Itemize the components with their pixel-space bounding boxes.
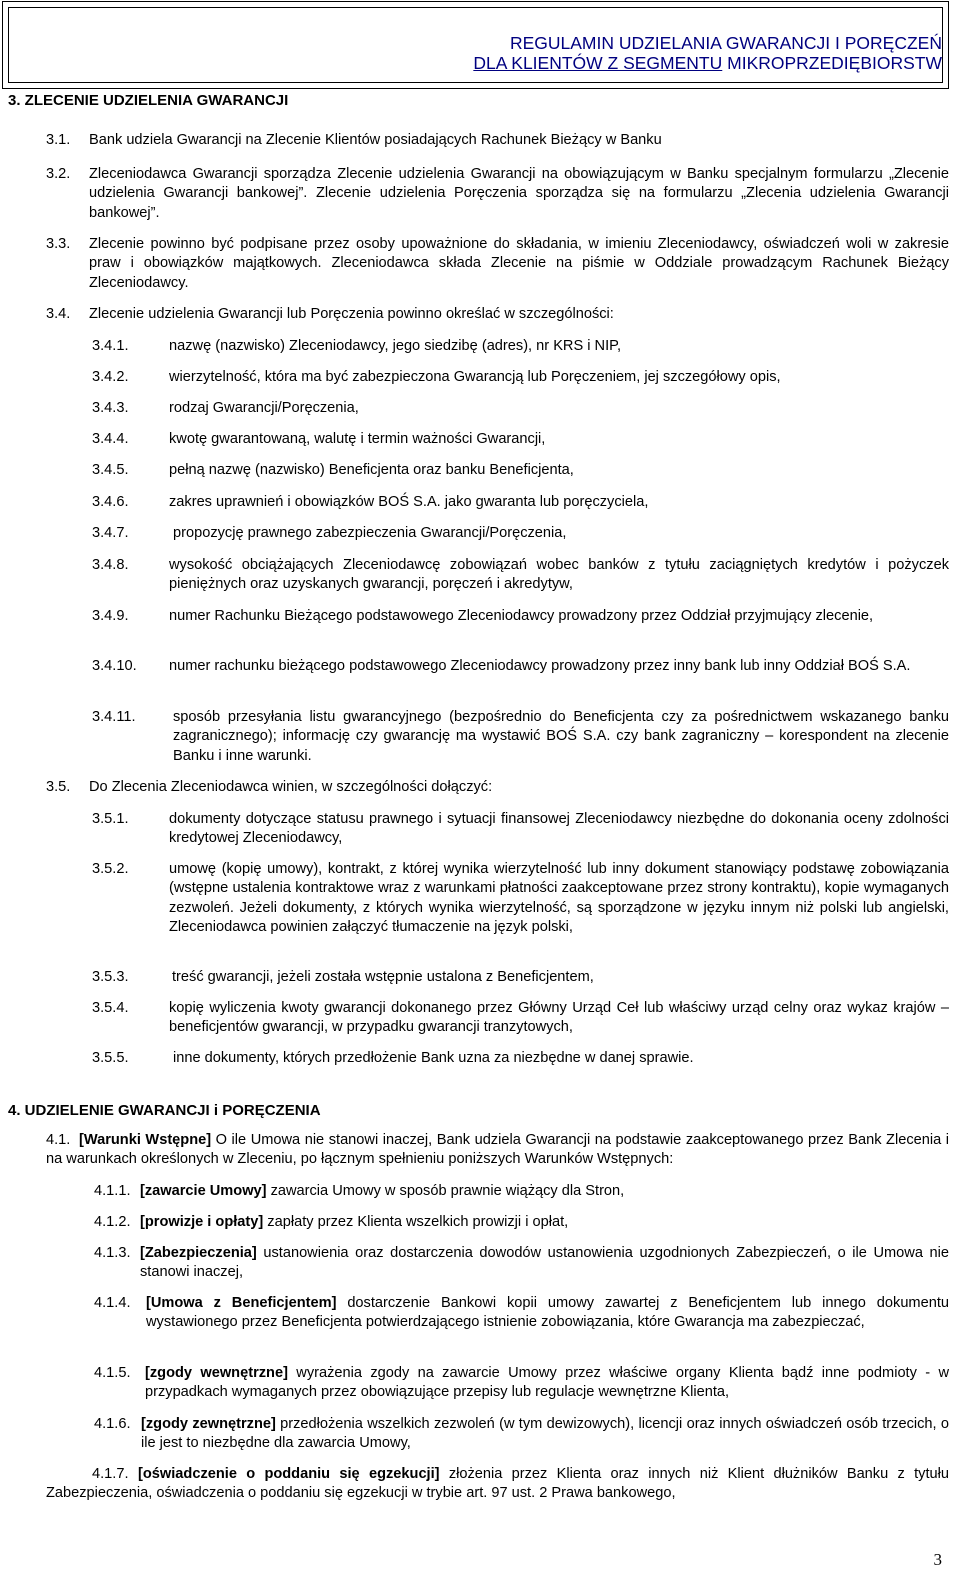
- item-num: 4.1.3.: [94, 1245, 131, 1261]
- item-text: dokumenty dotyczące statusu prawnego i sytuacji finansowej Zleceniodawcy niezbędne do dokonania oceny zdolności kredytowej Zleceniodawcy,: [169, 811, 949, 847]
- item-num: 3.4.11.: [92, 709, 136, 725]
- item-num: 4.1.2.: [94, 1214, 131, 1230]
- item-text: treść gwarancji, jeżeli została wstępnie ustalona z Beneficjentem,: [172, 969, 594, 985]
- item-bold-label: [Umowa z Beneficjentem]: [146, 1295, 337, 1311]
- item-num: 3.5.1.: [92, 811, 129, 827]
- item-bold-label: [zgody zewnętrzne]: [141, 1416, 276, 1432]
- item-text: kopię wyliczenia kwoty gwarancji dokonanego przez Główny Urząd Ceł lub właściwy urząd celny oraz wykaz krajów – beneficjentów gwarancji, w przypadku gwarancji tranzytowych,: [169, 1000, 949, 1036]
- item-num: 3.4.8.: [92, 557, 129, 573]
- item-text: numer rachunku bieżącego podstawowego Zleceniodawcy prowadzony przez inny bank lub inny Oddział BOŚ S.A.: [169, 658, 911, 674]
- item-body: ustanowienia oraz dostarczenia dowodów ustanowienia uzgodnionych Zabezpieczeń, o ile Umowa nie stanowi inaczej,: [140, 1245, 949, 1281]
- item-num: 3.4.6.: [92, 494, 129, 510]
- item-text: [46, 1465, 949, 1504]
- item-bold-label: [Zabezpieczenia]: [140, 1245, 257, 1261]
- item-text: zakres uprawnień i obowiązków BOŚ S.A. jako gwaranta lub poręczyciela,: [169, 494, 649, 510]
- para-text: [46, 1131, 949, 1170]
- item-num: 3.5.5.: [92, 1050, 129, 1066]
- item-body: zapłaty przez Klienta wszelkich prowizji i opłat,: [263, 1214, 569, 1230]
- item-text: [141, 1415, 949, 1454]
- para-num: 3.2.: [46, 166, 71, 182]
- para-num: 3.5.: [46, 779, 71, 795]
- item-text: [140, 1244, 949, 1283]
- item-text: pełną nazwę (nazwisko) Beneficjenta oraz banku Beneficjenta,: [169, 462, 574, 478]
- item-num: 3.4.10.: [92, 658, 137, 674]
- item-text: [140, 1182, 949, 1201]
- item-text: [145, 1364, 949, 1403]
- item-bold-label: [zgody wewnętrzne]: [145, 1365, 288, 1381]
- para-num: 3.1.: [46, 132, 71, 148]
- item-body: dostarczenie Bankowi kopii umowy zawartej z Beneficjentem lub innego dokumentu wystawionego przez Beneficjenta potwierdzającego istnienie zobowiązania, które Gwarancja ma zabezpieczać,: [146, 1295, 949, 1331]
- item-num: 3.5.4.: [92, 1000, 129, 1016]
- para-text: Bank udziela Gwarancji na Zlecenie Klientów posiadających Rachunek Bieżący w Banku: [89, 132, 662, 148]
- para-bold-label: [Warunki Wstępne]: [79, 1132, 212, 1148]
- para-text: Zlecenie udzielenia Gwarancji lub Poręczenia powinno określać w szczególności:: [89, 306, 614, 322]
- item-body: zawarcia Umowy w sposób prawnie wiążący dla Stron,: [266, 1183, 625, 1199]
- item-text: rodzaj Gwarancji/Poręczenia,: [169, 400, 359, 416]
- item-text: kwotę gwarantowaną, walutę i termin ważności Gwarancji,: [169, 431, 546, 447]
- para-num: 4.1.: [46, 1132, 71, 1148]
- item-bold-label: [oświadczenie o poddaniu się egzekucji]: [138, 1466, 440, 1482]
- para-num: 3.3.: [46, 236, 71, 252]
- item-num: 4.1.1.: [94, 1183, 131, 1199]
- item-num: 3.5.2.: [92, 861, 129, 877]
- para-text: Zlecenie powinno być podpisane przez osoby upoważnione do składania, w imieniu Zleceniodawcy, oświadczeń woli w zakresie praw i obowiązków majątkowych. Zleceniodawca składa Zlecenie na piśmie w Oddziale prowadzącym Rachunek Bieżący Zleceniodawcy.: [89, 236, 949, 291]
- item-num: 3.4.2.: [92, 369, 129, 385]
- section-4-title: 4. UDZIELENIE GWARANCJI i PORĘCZENIA: [8, 1102, 321, 1119]
- item-num: 3.5.3.: [92, 969, 129, 985]
- item-num: 4.1.7.: [92, 1466, 129, 1482]
- item-bold-label: [zawarcie Umowy]: [140, 1183, 267, 1199]
- item-text: inne dokumenty, których przedłożenie Bank uzna za niezbędne w danej sprawie.: [173, 1050, 694, 1066]
- item-num: 3.4.3.: [92, 400, 129, 416]
- item-text: [140, 1213, 949, 1232]
- item-body: złożenia przez Klienta oraz innych niż Klient dłużników Banku z tytułu Zabezpieczenia, oświadczenia o poddaniu się egzekucji w trybie art. 97 ust. 2 Prawa bankowego,: [46, 1466, 949, 1502]
- section-3-title: 3. ZLECENIE UDZIELENIA GWARANCJI: [8, 92, 289, 109]
- para-body: O ile Umowa nie stanowi inaczej, Bank udziela Gwarancji na podstawie zaakceptowanego przez Bank Zlecenia i na warunkach określonych w Zleceniu, po łącznym spełnieniu poniższych Warunków Wstępnych:: [46, 1132, 949, 1168]
- item-text: numer Rachunku Bieżącego podstawowego Zleceniodawcy prowadzony przez Oddział przyjmujący zlecenie,: [169, 608, 874, 624]
- item-num: 3.4.1.: [92, 338, 129, 354]
- item-text: wysokość obciążających Zleceniodawcę zobowiązań wobec banków z tytułu zaciągniętych kredytów i pożyczek pieniężnych oraz uzyskanych gwarancji, poręczeń i akredytyw,: [169, 557, 949, 593]
- item-num: 4.1.6.: [94, 1416, 131, 1432]
- page-number: 3: [933, 1550, 942, 1569]
- item-text: propozycję prawnego zabezpieczenia Gwarancji/Poręczenia,: [173, 525, 567, 541]
- item-num: 3.4.7.: [92, 525, 129, 541]
- item-num: 4.1.5.: [94, 1365, 131, 1381]
- item-num: 4.1.4.: [94, 1295, 131, 1311]
- item-text: nazwę (nazwisko) Zleceniodawcy, jego siedzibę (adres), nr KRS i NIP,: [169, 338, 622, 354]
- item-body: przedłożenia wszelkich zezwoleń (w tym dewizowych), licencji oraz innych oświadczeń osób trzecich, o ile jest to niezbędne dla zawarcia Umowy,: [141, 1416, 950, 1452]
- item-text: wierzytelność, która ma być zabezpieczona Gwarancją lub Poręczeniem, jej szczegółowy opis,: [169, 369, 781, 385]
- header-title-line2: [473, 54, 942, 73]
- item-bold-label: [prowizje i opłaty]: [140, 1214, 264, 1230]
- para-num: 3.4.: [46, 306, 71, 322]
- item-body: wyrażenia zgody na zawarcie Umowy przez właściwe organy Klienta bądź inne podmioty - w przypadkach wymaganych przez obowiązujące przepisy lub regulacje wewnętrzne Klienta,: [145, 1365, 949, 1401]
- item-num: 3.4.4.: [92, 431, 129, 447]
- header-title-line1: REGULAMIN UDZIELANIA GWARANCJI I PORĘCZEŃ: [509, 33, 942, 53]
- para-text: Zleceniodawca Gwarancji sporządza Zlecenie udzielenia Gwarancji na obowiązującym w Banku specjalnym formularzu „Zlecenie udzielenia Gwarancji bankowej”. Zlecenie udzielenia Poręczenia sporządza się na formularzu „Zlecenia udzielenia Gwarancji bankowej”.: [89, 166, 949, 221]
- header-title-line2-rest: MIKROPRZEDIĘBIORSTW: [722, 53, 942, 73]
- item-text: [146, 1294, 949, 1333]
- para-text: Do Zlecenia Zleceniodawca winien, w szczególności dołączyć:: [89, 779, 493, 795]
- item-num: 3.4.5.: [92, 462, 129, 478]
- item-num: 3.4.9.: [92, 608, 129, 624]
- item-text: umowę (kopię umowy), kontrakt, z której wynika wierzytelność lub inny dokument stanowiący podstawę zobowiązania (wstępne ustalenia kontraktowe wraz z warunkami płatności zaakceptowane przez strony kontraktu), kopie wymaganych zezwoleń. Jeżeli dokumenty, z których wynika wierzytelność, są sporządzone w języku innym niż polski lub angielski, Zleceniodawca powinien załączyć tłumaczenie na język polski,: [169, 861, 949, 936]
- header-title-line2-underlined: DLA KLIENTÓW Z SEGMENTU: [473, 53, 723, 73]
- item-text: sposób przesyłania listu gwarancyjnego (bezpośrednio do Beneficjenta czy za pośrednictwem wskazanego banku zagranicznego); informację czy gwarancję ma wystawić BOŚ S.A. czy bank zagraniczny – korespondent na zlecenie Banku i inne warunki.: [173, 709, 949, 764]
